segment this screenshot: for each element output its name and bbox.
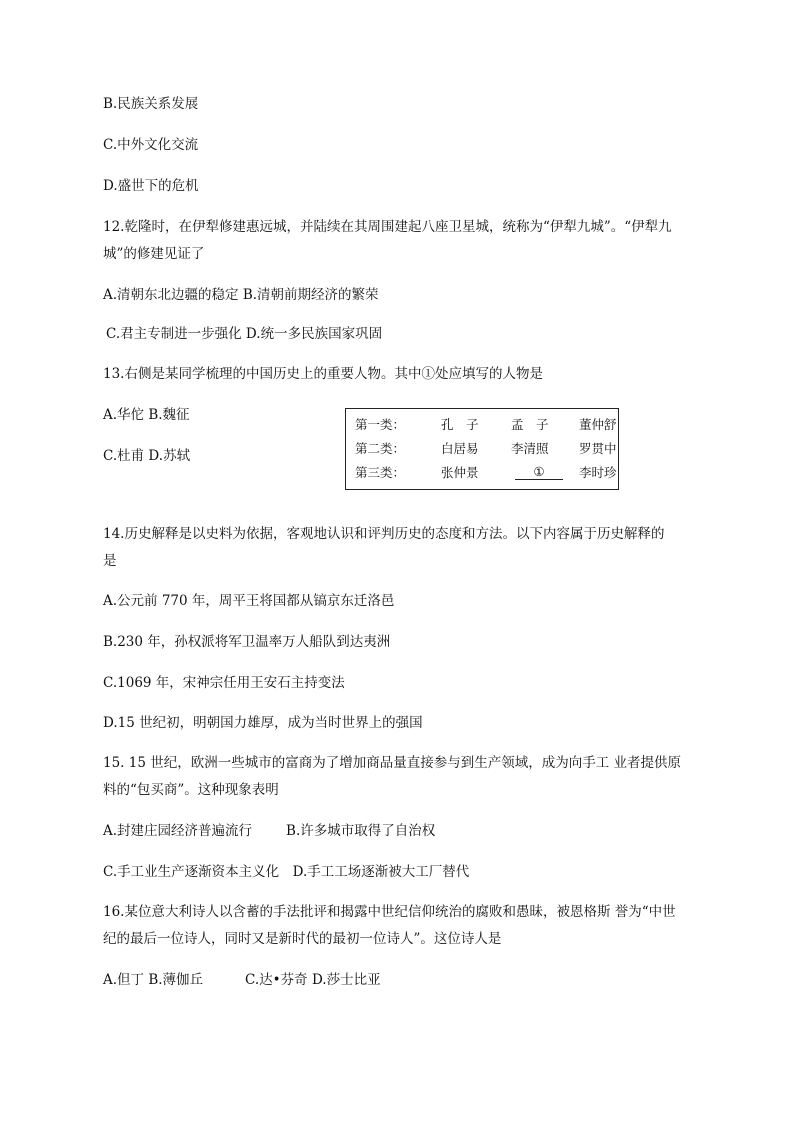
q12-options-line2: C.君主专制进一步强化 D.统一多民族国家巩固 (106, 326, 383, 342)
table-cell: 李清照 (511, 441, 549, 456)
q11-option-c: C.中外文化交流 (103, 137, 199, 153)
q15-stem-line2: 料的“包买商”。这种现象表明 (103, 782, 279, 798)
q12-stem-line2: 城”的修建见证了 (103, 246, 205, 262)
q15-option-b: B.许多城市取得了自治权 (286, 823, 436, 839)
q14-option-b: B.230 年，孙权派将军卫温率万人船队到达夷洲 (103, 634, 391, 650)
q13-stem: 13.右侧是某同学梳理的中国历史上的重要人物。其中①处应填写的人物是 (103, 366, 543, 382)
table-row (355, 412, 618, 436)
q14-option-a: A.公元前 770 年，周平王将国都从镐京东迁洛邑 (103, 593, 395, 609)
q13-options-line1: A.华佗 B.魏征 (103, 407, 190, 423)
table-cell: 孟 子 (511, 417, 549, 432)
q11-option-b: B.民族关系发展 (103, 96, 199, 112)
q15-options-line1 (103, 822, 435, 840)
q13-options-line2: C.杜甫 D.苏轼 (103, 448, 191, 464)
table-cell: 孔 子 (441, 417, 479, 432)
q14-stem-line2: 是 (103, 553, 117, 569)
q14-option-d: D.15 世纪初，明朝国力雄厚，成为当时世界上的强国 (103, 715, 423, 731)
q15-stem-line1: 15. 15 世纪，欧洲一些城市的富商为了增加商品量直接参与到生产领域，成为向手工 业者提供原 (103, 755, 682, 771)
table-cell: 李时珍 (579, 465, 617, 480)
table-row (355, 436, 618, 460)
q14-option-c: C.1069 年，宋神宗任用王安石主持变法 (103, 675, 345, 691)
q12-options-line1: A.清朝东北边疆的稳定 B.清朝前期经济的繁荣 (103, 287, 379, 303)
q12-stem-line1: 12.乾隆时，在伊犁修建惠远城，并陆续在其周围建起八座卫星城，统称为“伊犁九城”。“伊犁九 (103, 219, 672, 235)
q13-people-table (345, 408, 619, 490)
q15-option-a: A.封建庄园经济普遍流行 (103, 823, 253, 839)
table-row-label: 第二类： (355, 441, 406, 456)
table-cell-blank (511, 464, 579, 480)
q16-stem-line1: 16.某位意大利诗人以含蓄的手法批评和揭露中世纪信仰统治的腐败和愚昧，被恩格斯 誉为“中世 (103, 904, 676, 920)
table-row-label: 第三类： (355, 465, 406, 480)
q16-option-ab: A.但丁 B.薄伽丘 (103, 972, 204, 988)
table-cell: 白居易 (441, 441, 479, 456)
table-row-label: 第一类： (355, 417, 406, 432)
q14-stem-line1: 14.历史解释是以史料为依据，客观地认识和评判历史的态度和方法。以下内容属于历史解释的 (103, 526, 665, 542)
table-cell: 罗贯中 (579, 441, 617, 456)
table-cell: 董仲舒 (579, 417, 617, 432)
q11-option-d: D.盛世下的危机 (103, 178, 199, 194)
fill-blank-marker: ① (515, 464, 563, 480)
q16-options (103, 971, 381, 989)
table-cell: 张仲景 (441, 465, 479, 480)
q16-option-cd: C.达•芬奇 D.莎士比亚 (245, 972, 381, 988)
q15-options-line2: C.手工业生产逐渐资本主义化 D.手工工场逐渐被大工厂替代 (103, 864, 470, 880)
q16-stem-line2: 纪的最后一位诗人，同时又是新时代的最初一位诗人”。这位诗人是 (103, 931, 502, 947)
table-row (355, 460, 618, 484)
